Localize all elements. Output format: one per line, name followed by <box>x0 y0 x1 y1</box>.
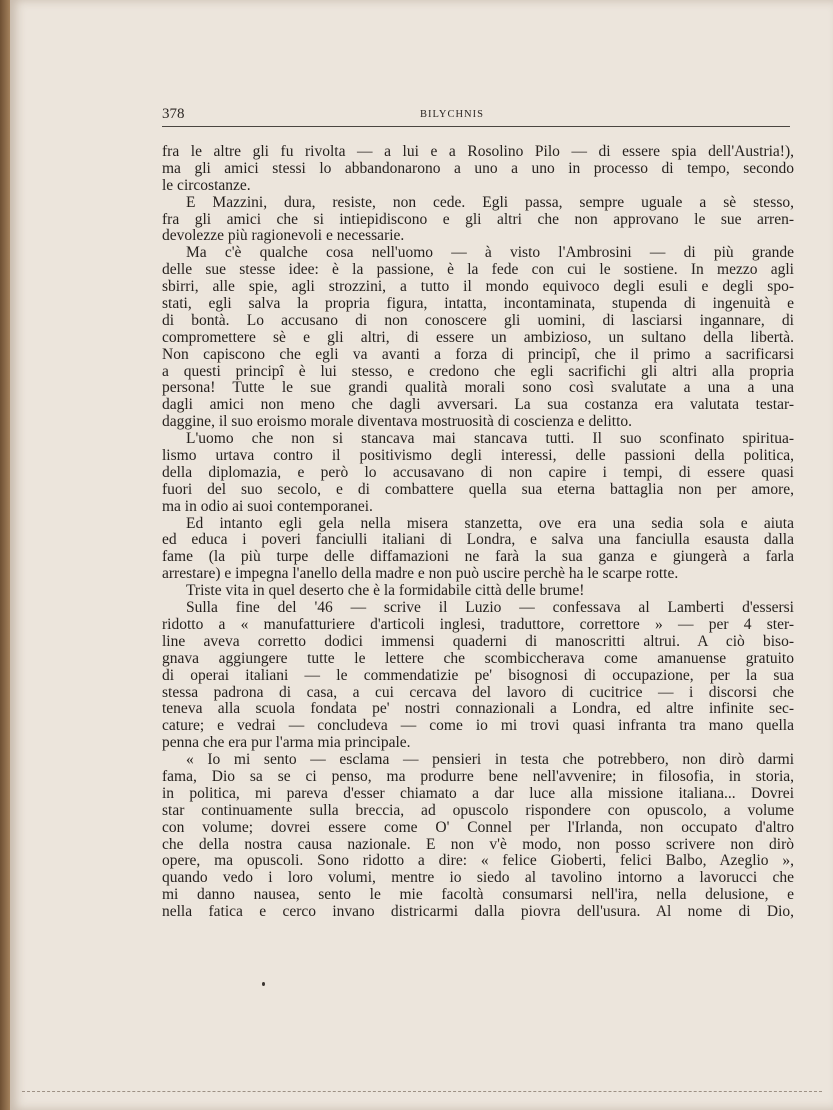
text-line: di operai italiani — le commendatizie pe' bisognosi di occupazione, per la sua <box>162 666 794 684</box>
text-line: fuori del suo secolo, e di combattere quella sua eterna battaglia non per amore, <box>162 480 794 498</box>
page-number: 378 <box>162 106 185 122</box>
text-line: mi danno nausea, sento le mie facoltà consumarsi nell'ira, nella delusione, e <box>162 886 794 904</box>
text-line: della diplomazia, e però lo accusavano di non capire i tempi, di essere quasi <box>162 463 794 481</box>
text-line: fama, Dio sa se ci penso, ma produrre bene nell'avvenire; in filosofia, in storia, <box>162 767 794 785</box>
page-edge <box>0 0 10 1110</box>
text-line: « Io mi sento — esclama — pensieri in testa che potrebbero, non dirò darmi <box>186 751 794 769</box>
text-line: ma gli amici stessi lo abbandonarono a uno a uno in processo di tempo, secondo <box>162 159 794 177</box>
text-line: fame (la più turpe delle diffamazioni ne farà la sua ganza e giungerà a farla <box>162 548 794 566</box>
text-line: star continuamente sulla breccia, ad opuscolo rispondere con opuscolo, a volume <box>162 801 794 819</box>
text-line: ridotto a « manufatturiere d'articoli inglesi, traduttore, correttore » — per 4 ster- <box>162 615 794 633</box>
text-line: in politica, mi pareva d'esser chiamato a dar luce alla missione italiana... Dovrei <box>162 784 794 802</box>
text-line: stati, egli salva la propria figura, intatta, incontaminata, stupenda di ingenuità e <box>162 295 794 313</box>
text-line: Triste vita in quel deserto che è la formidabile città delle brume! <box>186 582 585 600</box>
text-line: ma in odio ai suoi contemporanei. <box>162 497 373 515</box>
text-line: fra le altre gli fu rivolta — a lui e a Rosolino Pilo — di essere spia dell'Austria!), <box>162 143 794 160</box>
text-line: cature; e vedrai — concludeva — come io mi trovi quasi infranta tra mano quella <box>162 717 794 735</box>
text-line: quando vedo i loro volumi, mentre io siedo al tavolino intorno a lavorucci che <box>162 869 794 887</box>
text-line: opere, ma opuscoli. Sono ridotto a dire: « felice Gioberti, felici Balbo, Azeglio », <box>162 852 794 870</box>
text-line: daggine, il suo eroismo morale diventava mostruosità di coscienza e delitto. <box>162 413 633 431</box>
text-line: Non capiscono che egli va avanti a forza di principî, che il primo a sacrificarsi <box>162 345 794 363</box>
text-line: fra gli amici che si intiepidiscono e gli altri che non approvano le sue arren- <box>162 210 794 228</box>
body-text <box>162 144 794 921</box>
text-line: dagli amici non meno che dagli avversari. La sua costanza era valutata testar- <box>162 396 794 414</box>
text-line: con volume; dovrei essere come O' Connel per l'Irlanda, non occupato d'altro <box>162 818 794 836</box>
text-line: delle sue stesse idee: è la passione, è la fede con cui le sostiene. In mezzo agli <box>162 261 794 279</box>
ink-speck <box>262 982 265 986</box>
journal-title: BILYCHNIS <box>420 109 484 120</box>
text-line: lismo urtava contro il positivismo degli interessi, delle passioni della politica, <box>162 447 794 465</box>
text-line: compromettere sè e gli altri, di essere un ambizioso, un sultano della libertà. <box>162 328 794 346</box>
text-line: di bontà. Lo accusano di non conoscere gli uomini, di lasciarsi ingannare, di <box>162 311 794 329</box>
text-line: nella fatica e cerco invano districarmi dalla piovra dell'usura. Al nome di Dio, <box>162 903 794 921</box>
text-line: devolezze più ragionevoli e necessarie. <box>162 227 405 245</box>
text-line: persona! Tutte le sue grandi qualità morali sono così svalutate a una a una <box>162 379 794 397</box>
text-line: sbirri, alle spie, agli strozzini, a tutto il mondo equivoco degli esuli e degli spo- <box>162 278 794 296</box>
text-line: E Mazzini, dura, resiste, non cede. Egli passa, sempre uguale a sè stesso, <box>186 193 794 211</box>
text-line: a questi principî è lui stesso, e credono che egli sacrifichi gli altri alla propria <box>162 362 794 380</box>
text-line: che della nostra causa nazionale. E non v'è modo, non posso scrivere non dirò <box>162 835 794 853</box>
text-line: le circostanze. <box>162 176 251 194</box>
text-line: Ed intanto egli gela nella misera stanzetta, ove era una sedia sola e aiuta <box>186 514 794 532</box>
text-line: line aveva corretto dodici immensi quaderni di manoscritti altrui. A ciò biso- <box>162 632 794 650</box>
text-line: ed educa i poveri fanciulli italiani di Londra, e salva una fanciulla esausta dalla <box>162 531 794 549</box>
text-line: stessa padrona di casa, a cui cercava del lavoro di cucitrice — i discorsi che <box>162 683 794 701</box>
text-line: L'uomo che non si stancava mai stancava tutti. Il suo sconfinato spiritua- <box>186 430 794 448</box>
text-line: Ma c'è qualche cosa nell'uomo — à visto l'Ambrosini — di più grande <box>186 244 794 262</box>
text-line: penna che era pur l'arma mia principale. <box>162 734 411 752</box>
text-line: arrestare) e impegna l'anello della madre e non può uscire perchè ha le scarpe rotte. <box>162 565 679 583</box>
text-line: Sulla fine del '46 — scrive il Luzio — confessava al Lamberti d'essersi <box>186 599 794 617</box>
running-head <box>162 104 790 127</box>
text-line: gnava aggiungere tutte le lettere che scombiccherava come amanuense gratuito <box>162 649 794 667</box>
page-bottom-edge <box>22 1091 822 1094</box>
text-line: teneva alla scuola fondata pe' nostri connazionali a Londra, ed altre infinite sec- <box>162 700 794 718</box>
